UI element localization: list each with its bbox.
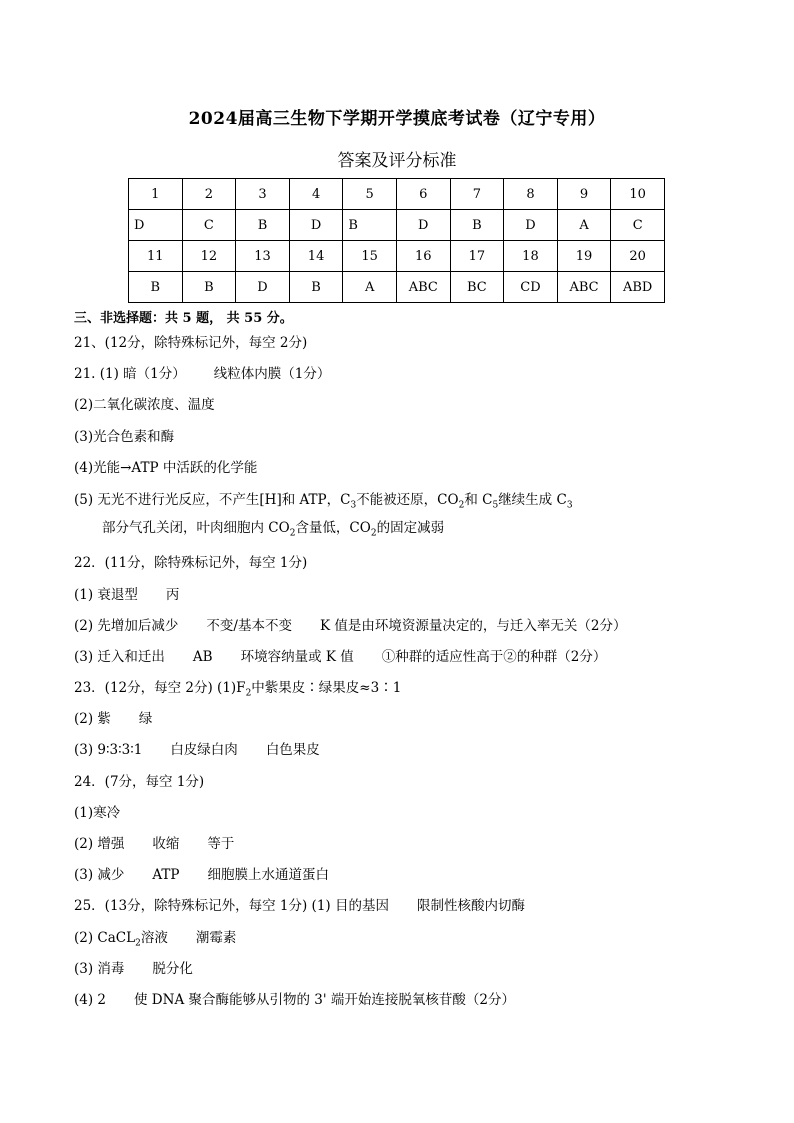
text-run: 含量低，CO — [295, 519, 371, 536]
q22-header: 22．(11分，除特殊标记外，每空 1分) — [74, 555, 308, 572]
table-cell: 13 — [236, 241, 290, 272]
q22-answer-1a: (1) 衰退型 — [74, 586, 138, 603]
q24-answer-2c: 等于 — [207, 836, 235, 852]
q21-header: 21、(12分，除特殊标记外，每空 2分) — [74, 335, 308, 351]
section-three-heading: 三、非选择题：共 5 题， 共 55 分。 — [74, 311, 293, 326]
multiple-choice-answer-table — [128, 178, 665, 303]
q25-answer-4a: (4) 2 — [74, 991, 107, 1008]
table-cell: B — [236, 210, 290, 241]
table-cell: 20 — [611, 241, 665, 272]
text-run: (2) CaCL — [74, 929, 136, 946]
table-cell: 5 — [343, 179, 397, 210]
table-cell: 10 — [611, 179, 665, 210]
q22-answer-3b: AB — [192, 648, 213, 665]
table-cell: 4 — [289, 179, 343, 210]
q25-header-a: 25．(13分，除特殊标记外，每空 1分) (1) 目的基因 — [74, 898, 389, 915]
table-cell: B — [129, 272, 183, 303]
table-cell: CD — [504, 272, 558, 303]
table-cell: B — [182, 272, 236, 303]
q22-answer-3a: (3) 迁入和迁出 — [74, 648, 165, 665]
subscript: 3 — [566, 500, 573, 511]
q22-line-3 — [74, 647, 724, 678]
q23-header — [74, 678, 724, 709]
table-cell: 6 — [396, 179, 450, 210]
q25-line-3 — [74, 959, 724, 990]
text-run: 23．(12分，每空 2分) (1)F — [74, 680, 246, 697]
subscript: 3 — [350, 500, 357, 511]
text-run: 的固定减弱 — [376, 519, 445, 536]
table-cell: C — [182, 210, 236, 241]
q22-line-1 — [74, 585, 724, 616]
q24-header: 24．(7分，每空 1分) — [74, 773, 205, 790]
table-row — [129, 179, 665, 210]
table-cell: 16 — [396, 241, 450, 272]
q23-answer-2b: 绿 — [138, 711, 153, 728]
q23-answer-3b: 白皮绿白肉 — [170, 742, 238, 759]
q21-line-3: (3)光合色素和酶 — [74, 428, 175, 445]
q23-line-3 — [74, 740, 724, 771]
q23-answer-2a: (2) 紫 — [74, 711, 111, 728]
table-cell: 12 — [182, 241, 236, 272]
text-run: 部分气孔关闭，叶肉细胞内 CO — [102, 519, 290, 536]
text-run: 继续生成 C — [498, 491, 567, 508]
subscript: 2 — [458, 500, 465, 511]
table-cell: 9 — [557, 179, 611, 210]
q21-line-2: (2)二氧化碳浓度、温度 — [74, 397, 215, 414]
table-cell: C — [611, 210, 665, 241]
table-cell: 14 — [289, 241, 343, 272]
q22-answer-3c: 环境容纳量或 K 值 — [240, 648, 354, 665]
q24-answer-2b: 收缩 — [152, 836, 180, 852]
subscript: 2 — [135, 938, 141, 949]
q24-line-2 — [74, 834, 724, 865]
q24-answer-3c: 细胞膜上水通道蛋白 — [207, 867, 330, 884]
table-cell: 11 — [129, 241, 183, 272]
q21-answer-1b: 线粒体内膜（1分） — [213, 366, 331, 383]
table-cell: 19 — [557, 241, 611, 272]
q23-answer-3c: 白色果皮 — [265, 742, 320, 759]
table-cell: B — [450, 210, 504, 241]
q25-header-b: 限制性核酸内切酶 — [416, 898, 525, 915]
q23-answer-3a: (3) 9∶3∶3∶1 — [74, 742, 143, 759]
table-cell: 17 — [450, 241, 504, 272]
table-cell: D — [396, 210, 450, 241]
exam-subtitle: 答案及评分标准 — [337, 151, 457, 171]
q22-answer-2c: K 值是由环境资源量决定的，与迁入率无关（2分） — [319, 617, 627, 634]
q25-header — [74, 896, 724, 927]
q22-answer-2b: 不变/基本不变 — [206, 617, 292, 634]
table-row — [129, 272, 665, 303]
q25-answer-3a: (3) 消毒 — [74, 960, 125, 977]
q24-line-1: (1)寒冷 — [74, 804, 121, 821]
table-cell: D — [504, 210, 558, 241]
subscript: 2 — [370, 528, 377, 539]
table-cell: A — [557, 210, 611, 241]
table-cell: ABD — [611, 272, 665, 303]
q22-line-2 — [74, 616, 724, 647]
q22-answer-2a: (2) 先增加后减少 — [74, 617, 179, 634]
q21-line-1 — [74, 364, 724, 395]
text-run: 中紫果皮∶绿果皮≈3∶1 — [251, 680, 402, 697]
q24-answer-3a: (3) 减少 — [74, 867, 125, 884]
table-cell: ABC — [396, 272, 450, 303]
table-cell: B — [343, 210, 397, 241]
table-cell: 7 — [450, 179, 504, 210]
table-cell: 8 — [504, 179, 558, 210]
q25-line-2 — [74, 928, 724, 959]
subscript: 2 — [245, 688, 252, 699]
table-cell: D — [236, 272, 290, 303]
table-cell: ABC — [557, 272, 611, 303]
q22-answer-1b: 丙 — [165, 586, 180, 603]
table-cell: 2 — [182, 179, 236, 210]
q21-line-5 — [74, 489, 724, 544]
q25-answer-3b: 脱分化 — [152, 960, 193, 977]
q21-answer-1a: 21. (1) 暗（1分） — [74, 366, 186, 383]
table-cell: D — [129, 210, 183, 241]
table-cell: BC — [450, 272, 504, 303]
table-cell: 3 — [236, 179, 290, 210]
table-cell: A — [343, 272, 397, 303]
table-cell: 1 — [129, 179, 183, 210]
answer-lines — [74, 309, 724, 1021]
q24-answer-3b: ATP — [152, 867, 180, 884]
subscript: 2 — [289, 528, 296, 539]
exam-title: 2024届高三生物下学期开学摸底考试卷（辽宁专用） — [188, 109, 606, 129]
q24-line-3 — [74, 865, 724, 896]
table-row — [129, 210, 665, 241]
text-run: 不能被还原，CO — [356, 491, 459, 508]
table-cell: D — [289, 210, 343, 241]
q22-answer-3d: ①种群的适应性高于②的种群（2分） — [381, 648, 607, 665]
q25-answer-4b: 使 DNA 聚合酶能够从引物的 3' 端开始连接脱氧核苷酸（2分） — [134, 991, 515, 1008]
text-run: 和 C — [464, 491, 493, 508]
table-cell: 15 — [343, 241, 397, 272]
text-run: 溶液 — [140, 929, 168, 946]
table-cell: B — [289, 272, 343, 303]
q24-answer-2a: (2) 增强 — [74, 836, 125, 852]
subscript: 5 — [492, 500, 499, 511]
q21-line-4: (4)光能→ATP 中活跃的化学能 — [74, 459, 258, 476]
table-cell: 18 — [504, 241, 558, 272]
text-run: (5) 无光不进行光反应，不产生[H]和 ATP，C — [74, 491, 351, 508]
table-row — [129, 241, 665, 272]
q25-answer-2c: 潮霉素 — [195, 929, 237, 946]
q23-line-2 — [74, 709, 724, 740]
q25-line-4 — [74, 990, 724, 1021]
